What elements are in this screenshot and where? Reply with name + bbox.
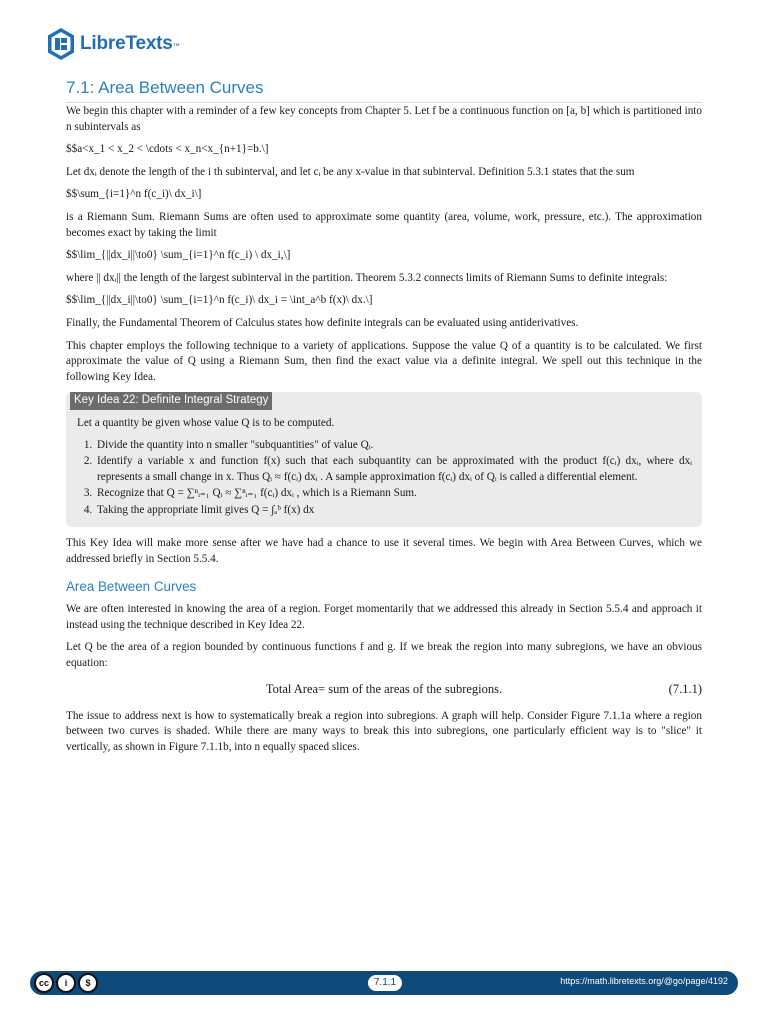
page-footer	[30, 971, 738, 995]
attribution-icon: i	[56, 973, 76, 993]
trademark-mark: ™	[172, 42, 180, 50]
key-idea-box	[66, 392, 702, 527]
creative-commons-license[interactable]	[34, 973, 98, 993]
page-url-link[interactable]: https://math.libretexts.org/@go/page/4192	[560, 976, 728, 986]
paragraph-technique: This chapter employs the following technique to a variety of applications. Suppose the value Q of a quantity is to be calculated. We first approximate the value of Q using a Riemann Sum, then find the exact value via a definite integral. We spell out this technique in the following Key Idea.	[66, 339, 702, 383]
key-idea-step: 4. Taking the appropriate limit gives Q = ∫ₐᵇ f(x) dx	[95, 503, 692, 519]
key-idea-body	[66, 410, 702, 519]
key-idea-step: 1. Divide the quantity into n smaller "subquantities" of value Qᵢ.	[95, 438, 692, 454]
paragraph-area-q: Let Q be the area of a region bounded by continuous functions f and g. If we break the region into many subregions, we have an obvious equation:	[66, 641, 702, 670]
page-number: 7.1.1	[368, 975, 402, 991]
paragraph-riemann-sum: is a Riemann Sum. Riemann Sums are often used to approximate some quantity (area, volume, work, pressure, etc.). The approximation becomes exact by taking the limit	[66, 210, 702, 239]
paragraph-ftc: Finally, the Fundamental Theorem of Calculus states how definite integrals can be evaluated using antiderivatives.	[66, 316, 579, 329]
key-idea-intro: Let a quantity be given whose value Q is to be computed.	[77, 416, 335, 429]
libretexts-logo[interactable]	[46, 26, 180, 62]
libretexts-wordmark: LibreTexts	[80, 33, 173, 54]
key-idea-steps	[95, 438, 692, 519]
paragraph-key-idea-followup: This Key Idea will make more sense after we have had a chance to use it several times. We begin with Area Between Curves, which we addressed briefly in Section 5.5.4.	[66, 537, 702, 566]
raw-latex-integral: $$\lim_{||dx_i||\to0} \sum_{i=1}^n f(c_i)\ dx_i = \int_a^b f(x)\ dx.\]	[66, 294, 373, 307]
equation-body: Total Area= sum of the areas of the subregions.	[265, 681, 503, 696]
page-title: 7.1: Area Between Curves	[66, 78, 702, 103]
paragraph-slicing: The issue to address next is how to systematically break a region into subregions. A graph will help. Consider Figure 7.1.1a where a region between two curves is shaded. While there are many ways to break this into subregions, one particularly efficient way is to "slice" it vertically, as shown in Figure 7.1.1b, into n equally spaced slices.	[66, 709, 702, 753]
paragraph-intro: We begin this chapter with a reminder of a few key concepts from Chapter 5. Let f be a continuous function on [a, b] which is partitioned into n subintervals as	[66, 105, 702, 133]
cc-icon: cc	[34, 973, 54, 993]
raw-latex-partition: $$a<x_1 < x_2 < \cdots < x_n<x_{n+1}=b.\]	[66, 143, 269, 156]
raw-latex-limit: $$\lim_{||dx_i||\to0} \sum_{i=1}^n f(c_i) \ dx_i,\]	[66, 249, 291, 262]
raw-latex-sum: $$\sum_{i=1}^n f(c_i)\ dx_i\]	[66, 188, 202, 201]
key-idea-title: Key Idea 22: Definite Integral Strategy	[70, 392, 272, 410]
equation-total-area	[66, 682, 702, 700]
page-content	[66, 104, 702, 762]
key-idea-step: 2. Identify a variable x and function f(x) such that each subquantity can be approximated with the product f(cᵢ) dxᵢ, where dxᵢ represents a small change in x. Thus Qᵢ ≈ f(cᵢ) dxᵢ . A sample approximation f(cᵢ) dxᵢ of Qᵢ is called a differential element.	[95, 454, 692, 485]
noncommercial-icon: $	[78, 973, 98, 993]
section-heading: Area Between Curves	[66, 578, 197, 594]
libretexts-logo-icon	[46, 27, 76, 61]
equation-number: (7.1.1)	[668, 681, 702, 696]
key-idea-step: 3. Recognize that Q = ∑ⁿᵢ₌₁ Qᵢ ≈ ∑ⁿᵢ₌₁ f(cᵢ) dxᵢ , which is a Riemann Sum.	[95, 486, 692, 502]
paragraph-area-intro: We are often interested in knowing the area of a region. Forget momentarily that we addressed this already in Section 5.5.4 and approach it instead using the technique described in Key Idea 22.	[66, 603, 702, 631]
paragraph-dxi: Let dxᵢ denote the length of the i th subinterval, and let cᵢ be any x-value in that subinterval. Definition 5.3.1 states that the sum	[66, 165, 635, 178]
paragraph-theorem: where || dxᵢ|| the length of the largest subinterval in the partition. Theorem 5.3.2 connects limits of Riemann Sums to definite integrals:	[66, 271, 668, 284]
